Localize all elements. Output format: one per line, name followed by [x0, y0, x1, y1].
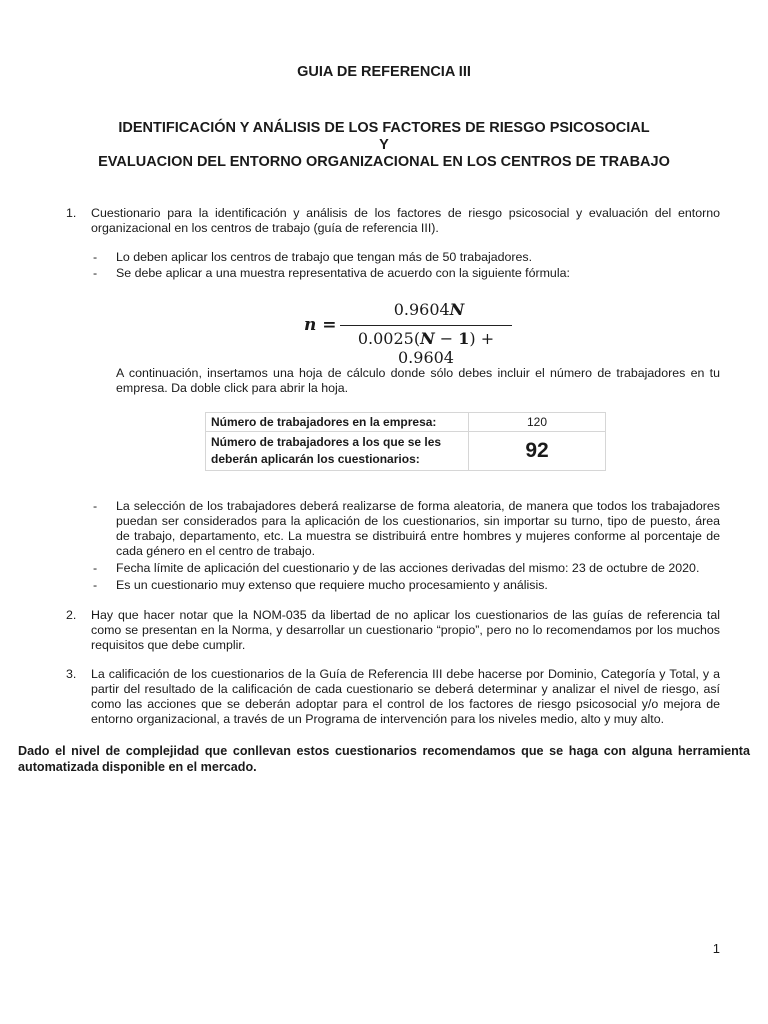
bullet-marker: - [93, 578, 98, 592]
bullet-text: Es un cuestionario muy extenso que requiere mucho procesamiento y análisis. [116, 578, 548, 592]
item-2-text: Hay que hacer notar que la NOM-035 da libertad de no aplicar los cuestionarios de las guías de referencia tal como se presentan en la Norma, y desarrollar un cuestionario “propio”, pero no lo recomendamos por los muchos requisitos que debe cumplir. [91, 608, 720, 652]
item-1-number: 1. [66, 206, 77, 220]
item-3-text: La calificación de los cuestionarios de la Guía de Referencia III debe hacerse por Dominio, Categoría y Total, y a partir del resultado de la calificación de cada cuestionario se deberá determinar y analizar el nivel de riesgo, así como las acciones que se deberán adoptar para el control de los factores de riesgo psicosocial y/o mejora de entorno organizacional, a través de un Programa de intervención para los niveles medio, alto y muy alto. [91, 667, 720, 726]
workers-label: Número de trabajadores en la empresa: [206, 413, 469, 432]
spreadsheet-row-sample [206, 432, 606, 471]
main-title-line-1: IDENTIFICACIÓN Y ANÁLISIS DE LOS FACTORES DE RIESGO PSICOSOCIAL [118, 120, 650, 136]
bullet-marker: - [93, 266, 98, 280]
sample-label [206, 432, 469, 471]
item-2-number: 2. [66, 608, 77, 622]
guide-title: GUIA DE REFERENCIA III [297, 64, 471, 80]
main-title [0, 120, 768, 171]
item-1-text: Cuestionario para la identificación y análisis de los factores de riesgo psicosocial y evaluación del entorno organizacional en los centros de trabajo (guía de referencia III). [91, 206, 720, 235]
sample-size-formula [300, 300, 520, 367]
formula-numerator: 0.9604N [393, 300, 465, 319]
bullet-text: Se debe aplicar a una muestra representativa de acuerdo con la siguiente fórmula: [116, 266, 570, 280]
embedded-spreadsheet[interactable] [205, 412, 606, 471]
sample-label-line-1: Número de trabajadores a los que se les [211, 435, 442, 449]
item-3-number: 3. [66, 667, 77, 681]
main-title-line-3: EVALUACION DEL ENTORNO ORGANIZACIONAL EN LOS CENTROS DE TRABAJO [98, 154, 670, 170]
formula-lhs: n = [304, 315, 337, 335]
sample-size-result: 92 [469, 432, 606, 471]
bullet-marker: - [93, 561, 98, 575]
formula-fraction-bar [340, 325, 512, 326]
bullet-marker: - [93, 250, 98, 264]
spreadsheet-intro: A continuación, insertamos una hoja de cálculo donde sólo debes incluir el número de trabajadores en tu empresa. Da doble click para abrir la hoja. [116, 366, 720, 395]
page-number: 1 [712, 941, 720, 956]
workers-count-cell[interactable]: 120 [469, 413, 606, 432]
main-title-line-2: Y [379, 137, 389, 153]
closing-recommendation: Dado el nivel de complejidad que conllevan estos cuestionarios recomendamos que se haga con alguna herramienta automatizada disponible en el mercado. [18, 744, 750, 774]
bullet-marker: - [93, 499, 98, 513]
bullet-text: Fecha límite de aplicación del cuestionario y de las acciones derivadas del mismo: 23 de octubre de 2020. [116, 561, 700, 575]
spreadsheet-row-workers [206, 413, 606, 432]
bullet-text: Lo deben aplicar los centros de trabajo que tengan más de 50 trabajadores. [116, 250, 533, 264]
formula-denominator: 0.0025(N − 1) + 0.9604 [357, 329, 495, 367]
bullet-text: La selección de los trabajadores deberá realizarse de forma aleatoria, de manera que todos los trabajadores puedan ser considerados para la aplicación de los cuestionarios, sin importar su turno, tipo de puesto, área de trabajo, departamento, etc. La muestra se distribuirá entre hombres y mujeres conforme al porcentaje de cada género en el centro de trabajo. [116, 499, 720, 558]
sample-label-line-2: deberán aplicarán los cuestionarios: [211, 452, 420, 466]
